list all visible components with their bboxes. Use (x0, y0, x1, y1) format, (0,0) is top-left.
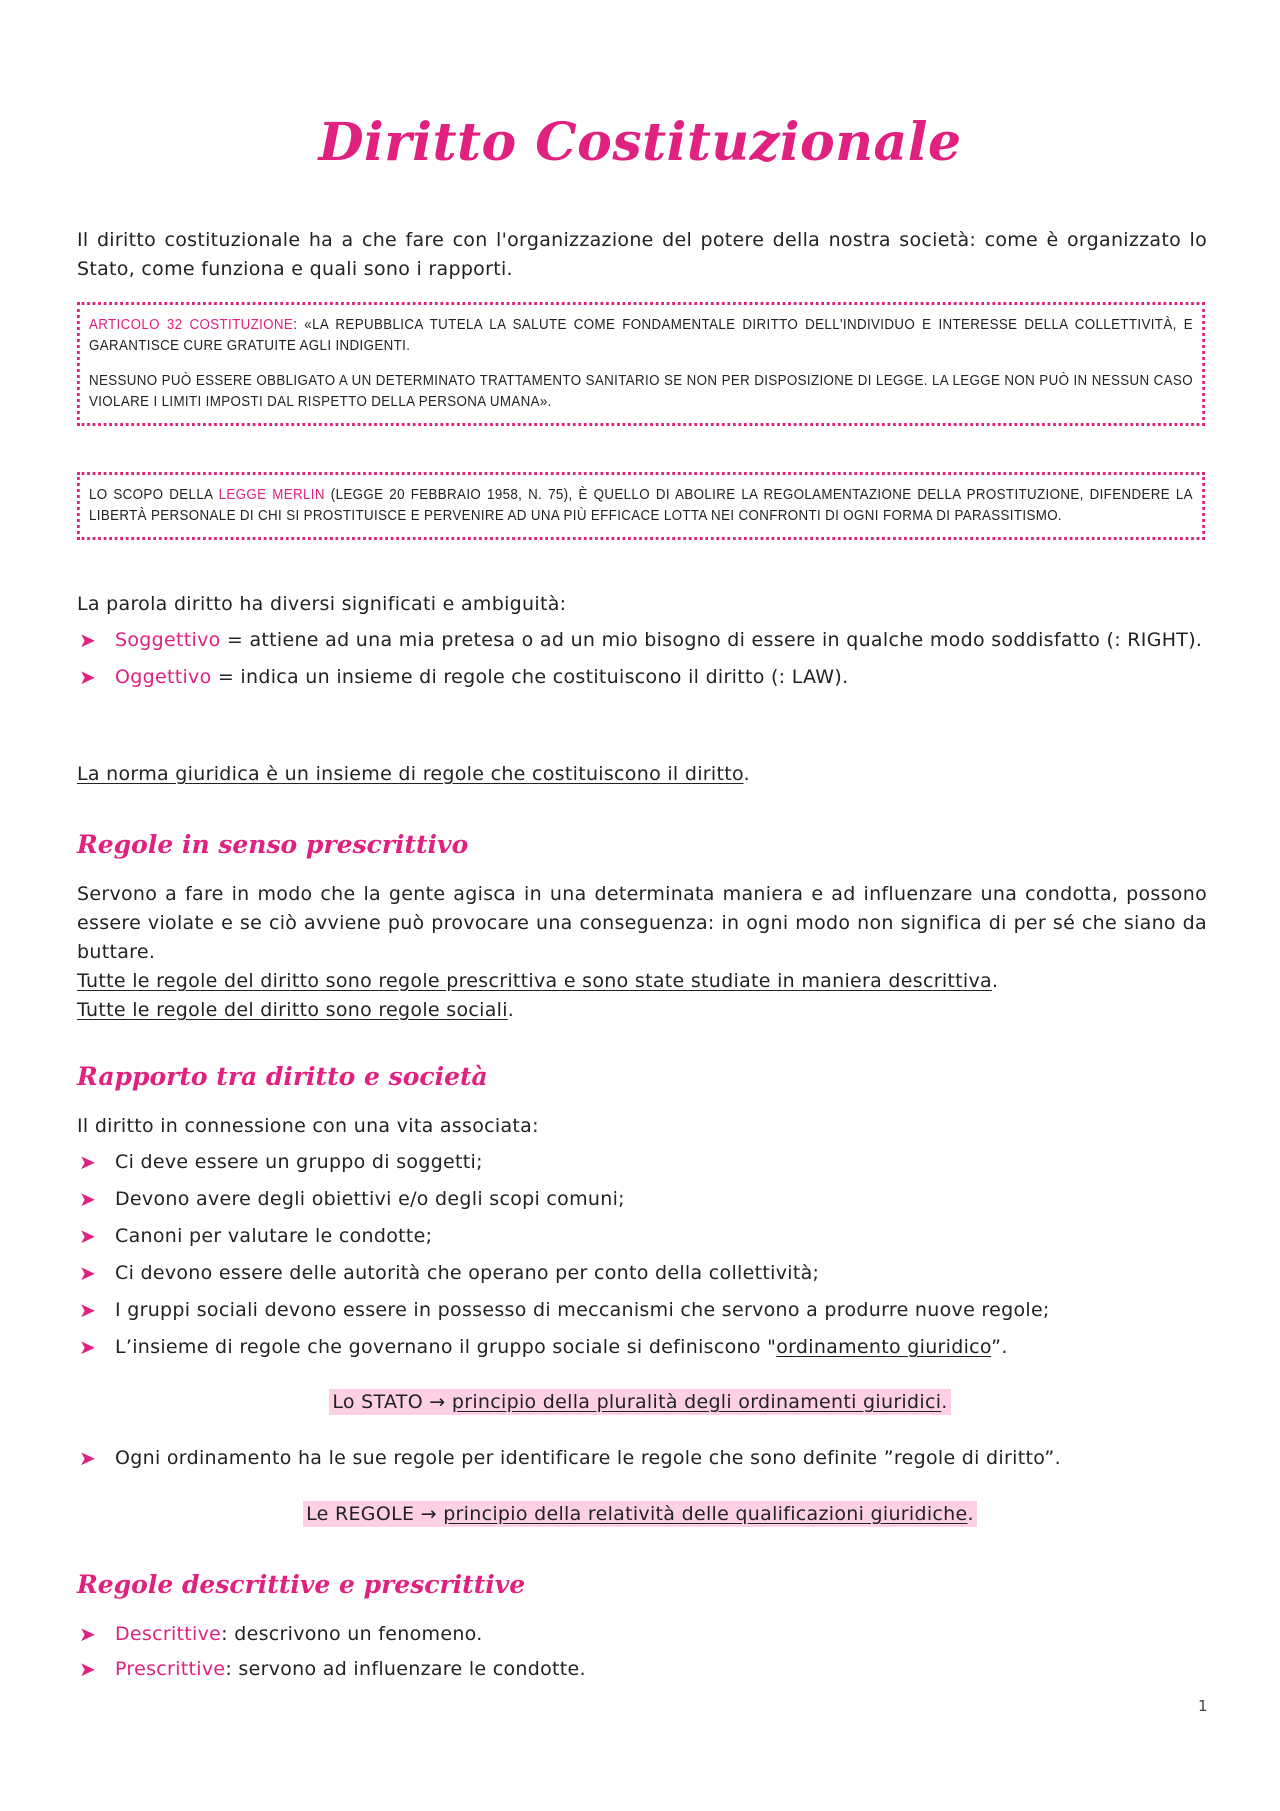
highlight-regole-mark (303, 1501, 977, 1527)
arrow-bullet-icon: ➤ (79, 1150, 97, 1174)
list-item-text: Ci devono essere delle autorità che operano per conto della collettività; (115, 1262, 820, 1284)
section2-list (77, 1148, 1207, 1362)
article-32-paragraph-1 (89, 315, 1193, 357)
section1-body (77, 880, 1207, 1025)
legge-merlin-label: LEGGE MERLIN (218, 487, 325, 503)
term-descrittive: Descrittive (115, 1623, 222, 1645)
list-item (77, 1185, 1207, 1214)
list-item-text: Ogni ordinamento ha le sue regole per identificare le regole che sono definite ”regole di diritto”. (115, 1447, 1061, 1469)
section1-underlined-1: Tutte le regole del diritto sono regole prescrittiva e sono state studiate in maniera descrittiva (77, 970, 992, 992)
arrow-bullet-icon: ➤ (79, 1187, 97, 1211)
list-item-text: Canoni per valutare le condotte; (115, 1225, 433, 1247)
list-item-text: L’insieme di regole che governano il gruppo sociale si definiscono " (115, 1336, 777, 1358)
list-item-text: I gruppi sociali devono essere in possesso di meccanismi che servono a produrre nuove regole; (115, 1299, 1050, 1321)
term-definition: : servono ad influenzare le condotte. (225, 1658, 586, 1680)
section2-extra-list (77, 1444, 1207, 1473)
legge-merlin-paragraph (89, 485, 1193, 527)
list-item (77, 1259, 1207, 1288)
meanings-list (77, 626, 1207, 692)
highlight-regole-dot: . (967, 1503, 974, 1525)
highlight-stato-prefix: Lo STATO → (332, 1391, 452, 1413)
list-item (77, 1148, 1207, 1177)
section1-dot: . (507, 999, 515, 1021)
legge-merlin-text: (LEGGE 20 FEBBRAIO 1958, N. 75), È QUELLO DI ABOLIRE LA REGOLAMENTAZIONE DELLA PROSTITUZIONE, DIFENDERE LA LIBERTÀ PERSONALE DI CHI SI PROSTITUISCE E PERVENIRE AD UNA PIÙ EFFICACE LOTTA NEI CONFRONTI DI OGNI FORMA DI PARASSITISMO. (88, 487, 1193, 524)
highlight-regole (0, 1500, 1280, 1529)
list-item (77, 1655, 1207, 1684)
section1-text: Servono a fare in modo che la gente agisca in una determinata maniera e ad influenzare una condotta, possono essere violate e se ciò avviene può provocare una conseguenza: in ogni modo non significa di per sé che siano da buttare. (77, 883, 1207, 963)
list-item-text: Ci deve essere un gruppo di soggetti; (115, 1151, 483, 1173)
term-prescrittive: Prescrittive (115, 1658, 226, 1680)
highlight-stato (0, 1388, 1280, 1417)
list-item (77, 1222, 1207, 1251)
legge-merlin-pre: LO SCOPO DELLA (88, 487, 219, 503)
highlight-stato-mark (329, 1389, 950, 1415)
page-number: 1 (1198, 1697, 1208, 1715)
highlight-regole-prefix: Le REGOLE → (306, 1503, 444, 1525)
term-oggettivo: Oggettivo (115, 666, 212, 688)
arrow-bullet-icon: ➤ (79, 1622, 97, 1646)
article-32-label: ARTICOLO 32 COSTITUZIONE (88, 317, 294, 333)
page-title: Diritto Costituzionale (318, 112, 962, 173)
term-definition: = indica un insieme di regole che costituiscono il diritto (: LAW). (211, 666, 849, 688)
list-item (77, 1620, 1207, 1649)
section2-intro: Il diritto in connessione con una vita associata: (77, 1115, 539, 1137)
meanings-intro: La parola diritto ha diversi significati e ambiguità: (77, 593, 567, 615)
heading-regole-prescrittivo: Regole in senso prescrittivo (77, 830, 469, 859)
heading-regole-descrittive-prescrittive: Regole descrittive e prescrittive (77, 1570, 526, 1599)
list-item (77, 663, 1207, 692)
section1-underlined-2: Tutte le regole del diritto sono regole sociali (77, 999, 508, 1021)
list-item-text: Devono avere degli obiettivi e/o degli scopi comuni; (115, 1188, 625, 1210)
section3-list (77, 1620, 1207, 1684)
list-item-end: ”. (991, 1336, 1008, 1358)
norma-underlined: La norma giuridica è un insieme di regole che costituiscono il diritto (77, 763, 744, 785)
article-32-paragraph-2: NESSUNO PUÒ ESSERE OBBLIGATO A UN DETERMINATO TRATTAMENTO SANITARIO SE NON PER DISPOSIZIONE DI LEGGE. LA LEGGE NON PUÒ IN NESSUN CASO VIOLARE I LIMITI IMPOSTI DAL RISPETTO DELLA PERSONA UMANA». (88, 373, 1193, 410)
article-32-box (77, 302, 1205, 426)
arrow-bullet-icon: ➤ (79, 628, 97, 652)
list-item (77, 1444, 1207, 1473)
intro-paragraph: Il diritto costituzionale ha a che fare con l'organizzazione del potere della nostra società: come è organizzato lo Stato, come funziona e quali sono i rapporti. (77, 229, 1207, 280)
term-definition: : descrivono un fenomeno. (221, 1623, 483, 1645)
arrow-bullet-icon: ➤ (79, 1446, 97, 1470)
list-item (77, 1296, 1207, 1325)
arrow-bullet-icon: ➤ (79, 1657, 97, 1681)
ordinamento-giuridico-term: ordinamento giuridico (776, 1336, 992, 1358)
term-definition: = attiene ad una mia pretesa o ad un mio bisogno di essere in qualche modo soddisfatto (: RIGHT). (220, 629, 1203, 651)
section1-dot: . (991, 970, 999, 992)
arrow-bullet-icon: ➤ (79, 1261, 97, 1285)
heading-rapporto-diritto-societa: Rapporto tra diritto e società (77, 1062, 488, 1091)
list-item (77, 1333, 1207, 1362)
arrow-bullet-icon: ➤ (79, 1335, 97, 1359)
highlight-stato-principle: principio della pluralità degli ordinamenti giuridici (451, 1391, 942, 1413)
legge-merlin-box (77, 472, 1205, 540)
norma-end: . (743, 763, 750, 785)
article-32-text: : «LA REPUBBLICA TUTELA LA SALUTE COME FONDAMENTALE DIRITTO DELL'INDIVIDUO E INTERESSE DELLA COLLETTIVITÀ, E GARANTISCE CURE GRATUITE AGLI INDIGENTI. (88, 317, 1193, 354)
arrow-bullet-icon: ➤ (79, 1224, 97, 1248)
arrow-bullet-icon: ➤ (79, 665, 97, 689)
term-soggettivo: Soggettivo (115, 629, 221, 651)
list-item (77, 626, 1207, 655)
highlight-regole-principle: principio della relatività delle qualificazioni giuridiche (443, 1503, 968, 1525)
highlight-stato-dot: . (941, 1391, 948, 1413)
arrow-bullet-icon: ➤ (79, 1298, 97, 1322)
norma-statement (77, 760, 1207, 789)
